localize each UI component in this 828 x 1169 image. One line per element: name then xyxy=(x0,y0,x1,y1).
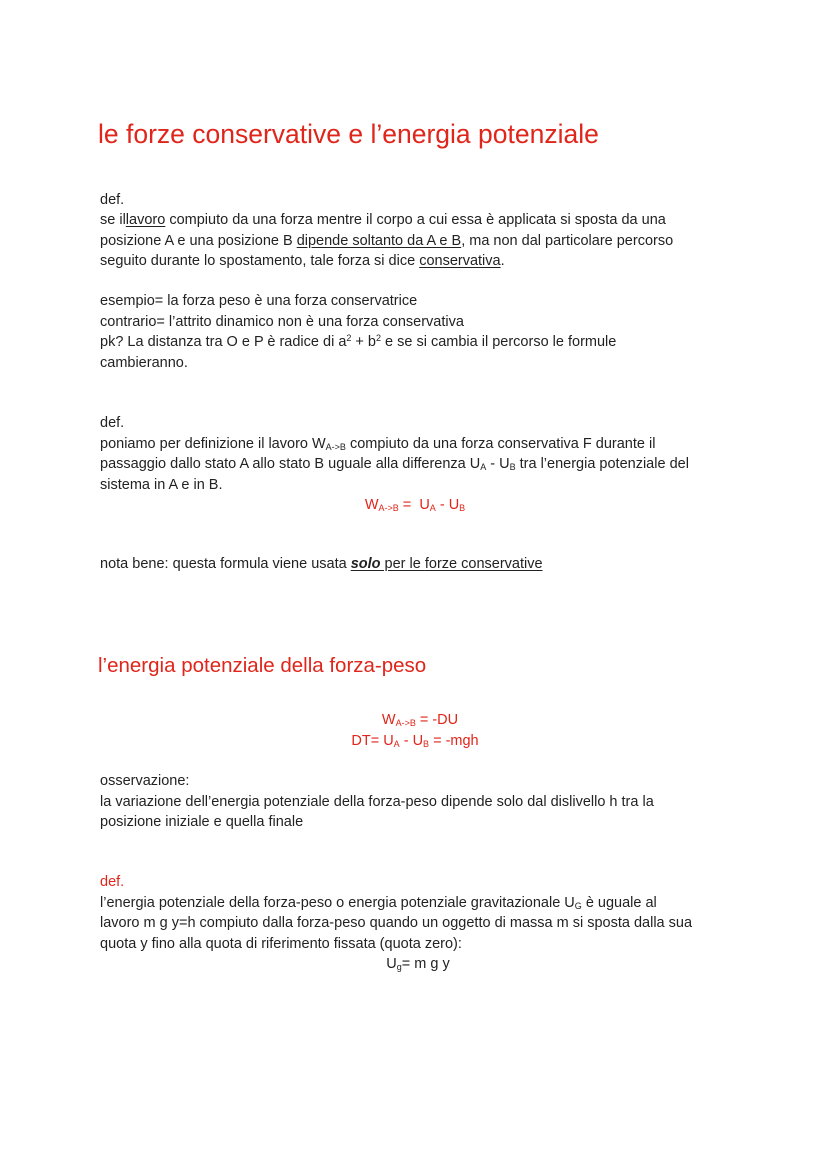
text: = -DU xyxy=(415,712,459,728)
text: - U xyxy=(399,732,424,749)
question-line xyxy=(100,332,730,353)
def-line xyxy=(100,251,730,272)
def-line xyxy=(100,231,730,252)
question-line: cambieranno. xyxy=(100,354,188,371)
subscript: B xyxy=(509,462,516,472)
note-line xyxy=(100,554,730,575)
work-formula xyxy=(100,495,730,516)
section-heading: l’energia potenziale della forza-peso xyxy=(98,654,427,677)
underlined-phrase: dipende soltanto da A e B xyxy=(296,232,462,249)
superscript: 2 xyxy=(376,333,382,343)
page-title: le forze conservative e l’energia potenziale xyxy=(98,119,599,149)
text: nota bene: questa formula viene usata xyxy=(100,556,351,572)
subscript: A xyxy=(429,503,436,513)
def-line: quota y fino alla quota di riferimento fissata (quota zero): xyxy=(100,935,462,952)
text: passaggio dallo stato A allo stato B uguale alla differenza U xyxy=(100,456,481,472)
text: - U xyxy=(435,497,460,513)
text: pk? La distanza tra O e P è radice di a xyxy=(100,334,347,350)
def-line xyxy=(100,434,730,455)
def-line xyxy=(100,210,730,231)
text: = m g y xyxy=(401,956,450,972)
formula-line xyxy=(100,710,730,731)
def-line xyxy=(100,454,730,475)
def-line: sistema in A e in B. xyxy=(100,476,223,493)
text: tra l’energia potenziale del xyxy=(515,456,689,472)
subscript: A->B xyxy=(325,441,346,452)
def-line: lavoro m g y=h compiuto dalla forza-peso quando un oggetto di massa m si sposta dalla sua xyxy=(100,915,693,931)
subscript: A xyxy=(393,738,400,749)
text: poniamo per definizione il lavoro W xyxy=(100,435,326,452)
emphasis: solo xyxy=(350,556,381,572)
def-label: def. xyxy=(100,874,125,890)
underlined-term: lavoro xyxy=(125,212,166,228)
observation-line: posizione iniziale e quella finale xyxy=(100,814,304,830)
subscript: g xyxy=(396,962,402,972)
text: . xyxy=(500,253,505,269)
text: U xyxy=(386,956,397,972)
observation-label: osservazione: xyxy=(100,773,190,789)
superscript: 2 xyxy=(346,333,352,343)
formula-line xyxy=(100,731,730,752)
text: W xyxy=(364,497,379,513)
subscript: A->B xyxy=(395,718,416,728)
def-label: def. xyxy=(100,415,125,431)
subscript: A xyxy=(480,462,487,472)
text: = U xyxy=(398,497,430,513)
text: W xyxy=(381,712,396,728)
text: l’energia potenziale della forza-peso o energia potenziale gravitazionale U xyxy=(100,894,575,911)
underlined-phrase: forze conservative xyxy=(424,556,543,572)
subscript: A->B xyxy=(378,503,399,513)
text: per le xyxy=(380,556,425,572)
subscript: G xyxy=(574,900,582,911)
text: seguito durante lo spostamento, tale forza si dice xyxy=(100,253,420,269)
text: DT= U xyxy=(351,732,394,749)
gravity-formula xyxy=(100,954,730,975)
def-line xyxy=(100,893,730,914)
subscript: B xyxy=(423,738,430,749)
def-label: def. xyxy=(100,192,125,208)
text: + b xyxy=(351,334,376,350)
text: e se si cambia il percorso le formule xyxy=(381,334,617,350)
text: , ma non dal particolare percorso xyxy=(461,232,674,249)
underlined-term: conservativa xyxy=(419,253,501,269)
subscript: B xyxy=(459,503,466,513)
text: è uguale al xyxy=(581,894,657,911)
text: se il xyxy=(100,212,126,228)
text: compiuto da una forza conservativa F durante il xyxy=(345,435,656,452)
text: = -mgh xyxy=(429,732,479,749)
observation-line: la variazione dell’energia potenziale della forza-peso dipende solo dal dislivello h tra la xyxy=(100,793,654,810)
text: - U xyxy=(486,456,510,472)
text: compiuto da una forza mentre il corpo a cui essa è applicata si sposta da una xyxy=(165,212,666,228)
text: posizione A e una posizione B xyxy=(100,232,297,249)
contrary-line: contrario= l’attrito dinamico non è una forza conservativa xyxy=(100,313,464,330)
example-line: esempio= la forza peso è una forza conservatrice xyxy=(100,293,418,309)
